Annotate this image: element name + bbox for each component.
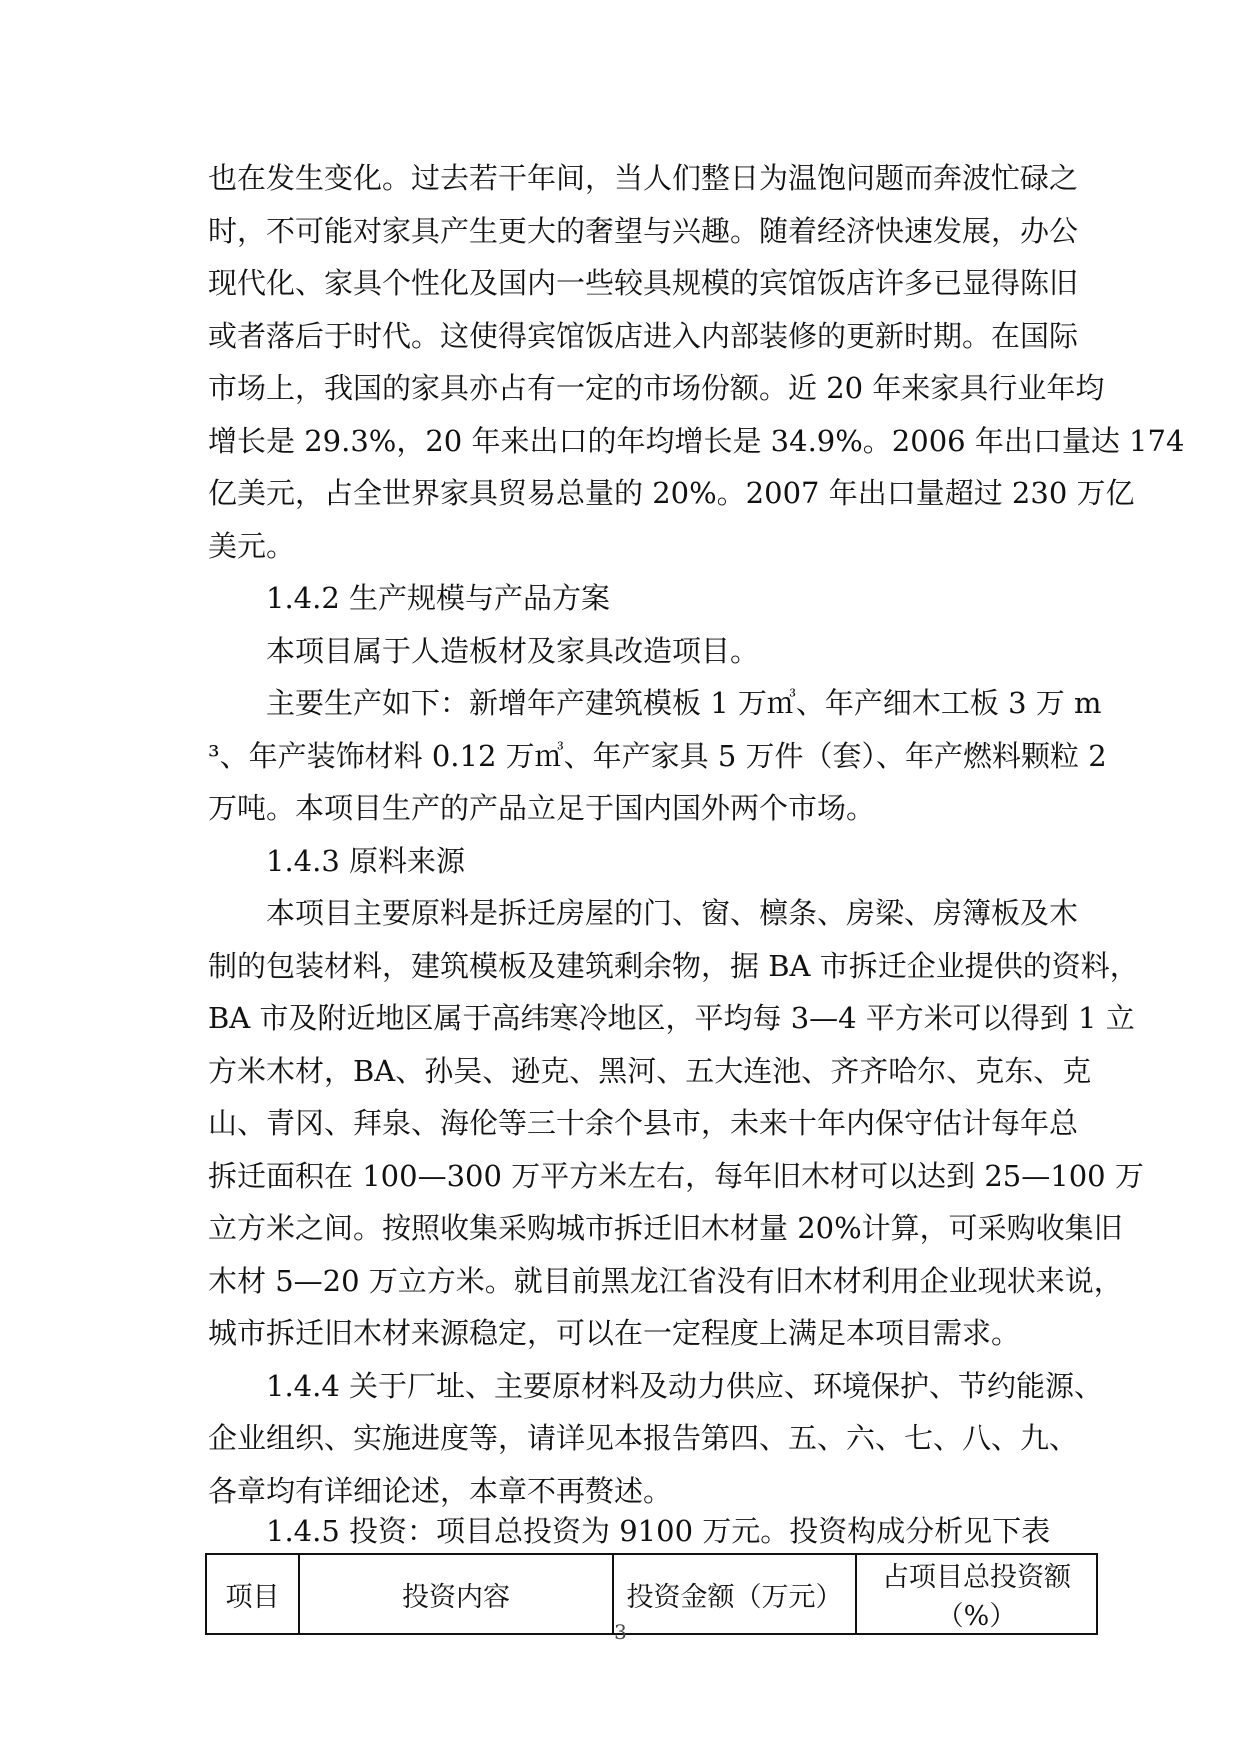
text-line: 制的包装材料，建筑模板及建筑剩余物，据 BA 市拆迁企业提供的资料， <box>208 949 1139 983</box>
page-number: 3 <box>614 1620 627 1644</box>
text-line: 主要生产如下：新增年产建筑模板 1 万㎥、年产细木工板 3 万 m <box>208 686 1102 720</box>
text-line: 市场上，我国的家具亦占有一定的市场份额。近 20 年来家具行业年均 <box>208 371 1105 405</box>
section-heading-1-4-4: 1.4.4 关于厂址、主要原材料及动力供应、环境保护、节约能源、 <box>208 1369 1104 1403</box>
section-heading-1-4-2: 1.4.2 生产规模与产品方案 <box>208 581 611 615</box>
table-header-cell: 占项目总投资额（%） <box>856 1554 1097 1634</box>
table-header-cell: 投资内容 <box>299 1554 613 1634</box>
table-header-cell: 项目 <box>206 1554 299 1634</box>
text-line: 增长是 29.3%，20 年来出口的年均增长是 34.9%。2006 年出口量达 174 <box>208 424 1185 458</box>
text-line: 时，不可能对家具产生更大的奢望与兴趣。随着经济快速发展，办公 <box>208 214 1079 248</box>
text-line: 本项目主要原料是拆迁房屋的门、窗、檩条、房梁、房簿板及木 <box>208 896 1079 930</box>
text-line: 现代化、家具个性化及国内一些较具规模的宾馆饭店许多已显得陈旧 <box>208 266 1079 300</box>
text-line: 美元。 <box>208 529 296 563</box>
text-line: 亿美元，占全世界家具贸易总量的 20%。2007 年出口量超过 230 万亿 <box>208 476 1135 510</box>
text-line: 方米木材，BA、孙吴、逊克、黑河、五大连池、齐齐哈尔、克东、克 <box>208 1054 1092 1088</box>
table-header-cell: 投资金额（万元） <box>613 1554 856 1634</box>
text-line: 企业组织、实施进度等，请详见本报告第四、五、六、七、八、九、 <box>208 1421 1079 1455</box>
text-line: 也在发生变化。过去若干年间，当人们整日为温饱问题而奔波忙碌之 <box>208 161 1079 195</box>
text-line: BA 市及附近地区属于高纬寒冷地区，平均每 3—4 平方米可以得到 1 立 <box>208 1001 1135 1035</box>
text-line: 拆迁面积在 100—300 万平方米左右，每年旧木材可以达到 25—100 万 <box>208 1159 1144 1193</box>
section-heading-1-4-3: 1.4.3 原料来源 <box>208 844 466 878</box>
text-line: 万吨。本项目生产的产品立足于国内国外两个市场。 <box>208 791 876 825</box>
text-line: 本项目属于人造板材及家具改造项目。 <box>208 634 760 668</box>
text-line: 山、青冈、拜泉、海伦等三十余个县市，未来十年内保守估计每年总 <box>208 1106 1079 1140</box>
text-line: ³、年产装饰材料 0.12 万㎥、年产家具 5 万件（套）、年产燃料颗粒 2 <box>208 739 1107 773</box>
text-line: 各章均有详细论述，本章不再赘述。 <box>208 1474 673 1508</box>
section-heading-1-4-5: 1.4.5 投资：项目总投资为 9100 万元。投资构成分析见下表 <box>208 1514 1051 1548</box>
text-line: 或者落后于时代。这使得宾馆饭店进入内部装修的更新时期。在国际 <box>208 319 1079 353</box>
text-line: 城市拆迁旧木材来源稳定，可以在一定程度上满足本项目需求。 <box>208 1316 1021 1350</box>
text-line: 木材 5—20 万立方米。就目前黑龙江省没有旧木材利用企业现状来说， <box>208 1264 1123 1298</box>
text-line: 立方米之间。按照收集采购城市拆迁旧木材量 20%计算，可采购收集旧 <box>208 1211 1123 1245</box>
